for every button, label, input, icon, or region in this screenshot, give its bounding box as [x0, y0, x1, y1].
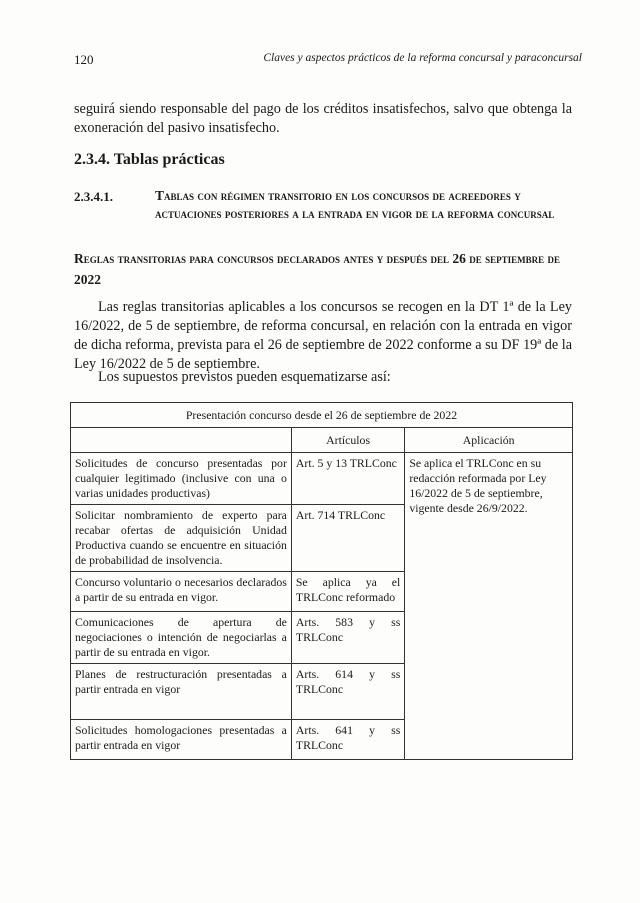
subsection-number: 2.3.4.1.: [74, 189, 113, 204]
rules-heading: Reglas transitorias para concursos declarados antes y después del 26 de septiembre de 2022: [74, 251, 561, 287]
page-header: [74, 52, 582, 72]
cell-aplicacion: Se aplica el TRLConc en su redacción reformada por Ley 16/2022 de 5 de septiembre, vigente desde 26/9/2022.: [405, 453, 573, 760]
cell-supuesto: Solicitudes homologaciones presentadas a partir entrada en vigor: [71, 720, 292, 760]
cell-articulos: Arts. 614 y ss TRLConc: [291, 664, 404, 720]
section-heading: 2.3.4. Tablas prácticas: [74, 151, 225, 168]
cell-articulos: Arts. 641 y ss TRLConc: [291, 720, 404, 760]
header-articulos: Artículos: [291, 428, 404, 453]
page-number: 120: [74, 52, 94, 67]
cell-supuesto: Solicitar nombramiento de experto para recabar ofertas de adquisición Unidad Productiva cuando se encuentre en situación de probabilidad de insolvencia.: [71, 505, 292, 572]
cell-articulos: Art. 714 TRLConc: [291, 505, 404, 572]
table-header-row: [71, 428, 573, 453]
cell-articulos: Art. 5 y 13 TRLConc: [291, 453, 404, 505]
subsection-title: Tablas con régimen transitorio en los concursos de acreedores y actuaciones posteriores a la entrada en vigor de la reforma concursal: [155, 188, 555, 221]
table-row: [71, 453, 573, 505]
table-title: Presentación concurso desde el 26 de septiembre de 2022: [71, 403, 573, 428]
running-title: Claves y aspectos prácticos de la reforma concursal y paraconcursal: [263, 52, 582, 64]
cell-articulos: Se aplica ya el TRLConc reformado: [291, 572, 404, 612]
table-title-row: [71, 403, 573, 428]
header-aplicacion: Aplicación: [405, 428, 573, 453]
paragraph-intro-table: Los supuestos previstos pueden esquematizarse así:: [98, 369, 391, 385]
transitional-rules-table: [70, 402, 573, 760]
cell-supuesto: Concurso voluntario o necesarios declarados a partir de su entrada en vigor.: [71, 572, 292, 612]
cell-articulos: Arts. 583 y ss TRLConc: [291, 612, 404, 664]
cell-supuesto: Planes de restructuración presentadas a partir entrada en vigor: [71, 664, 292, 720]
paragraph-transitional-rules: Las reglas transitorias aplicables a los concursos se recogen en la DT 1ª de la Ley 16/2022, de 5 de septiembre, de reforma concursal, en relación con la entrada en vigor de dicha reforma, prevista para el 26 de septiembre de 2022 conforme a su DF 19ª de la Ley 16/2022 de 5 de septiembre.: [74, 299, 572, 372]
paragraph-continuation: seguirá siendo responsable del pago de los créditos insatisfechos, salvo que obtenga la exoneración del pasivo insatisfecho.: [74, 101, 572, 136]
header-empty-cell: [71, 428, 292, 453]
cell-supuesto: Solicitudes de concurso presentadas por cualquier legitimado (inclusive con una o varias unidades productivas): [71, 453, 292, 505]
cell-supuesto: Comunicaciones de apertura de negociaciones o intención de negociarlas a partir de su entrada en vigor.: [71, 612, 292, 664]
